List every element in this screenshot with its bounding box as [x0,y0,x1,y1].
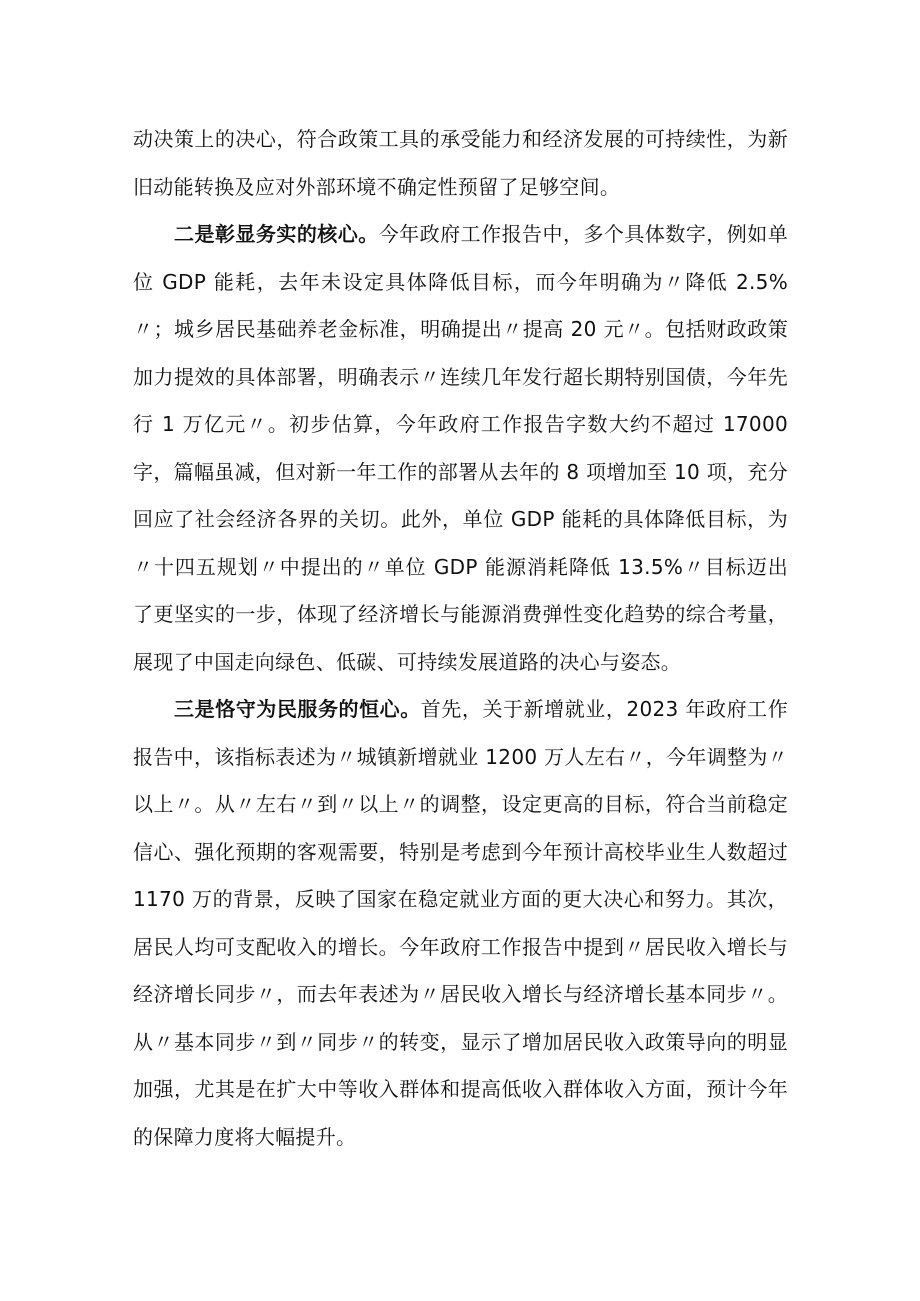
paragraph-body: 今年政府工作报告中，多个具体数字，例如单位 GDP 能耗，去年未设定具体降低目标，而今年明确为〃降低 2.5%〃；城乡居民基础养老金标准，明确提出〃提高 20 元〃。包括财政政策加力提效的具体部署，明确表示〃连续几年发行超长期特别国债，今年先行 1 万亿元〃。初步估算，今年政府工作报告字数大约不超过 17000 字，篇幅虽减，但对新一年工作的部署从去年的 8 项增加至 10 项，充分回应了社会经济各界的关切。此外，单位 GDP 能耗的具体降低目标，为〃十四五规划〃中提出的〃单位 GDP 能源消耗降低 13.5%〃目标迈出了更坚实的一步，体现了经济增长与能源消费弹性变化趋势的综合考量，展现了中国走向绿色、低碳、可持续发展道路的决心与姿态。 [133,222,789,674]
paragraph-body: 首先，关于新增就业，2023 年政府工作报告中，该指标表述为〃城镇新增就业 1200 万人左右〃，今年调整为〃以上〃。从〃左右〃到〃以上〃的调整，设定更高的目标，符合当前稳定信心、强化预期的客观需要，特别是考虑到今年预计高校毕业生人数超过 1170 万的背景，反映了国家在稳定就业方面的更大决心和努力。其次，居民人均可支配收入的增长。今年政府工作报告中提到〃居民收入增长与经济增长同步〃，而去年表述为〃居民收入增长与经济增长基本同步〃。从〃基本同步〃到〃同步〃的转变，显示了增加居民收入政策导向的明显加强，尤其是在扩大中等收入群体和提高低收入群体收入方面，预计今年的保障力度将大幅提升。 [133,697,788,1149]
paragraph-heading: 三是恪守为民服务的恒心。 [174,697,421,721]
paragraph-pragmatic-core [133,211,788,686]
paragraph-heading: 二是彰显务实的核心。 [174,222,379,246]
document-body [133,116,788,1161]
paragraph-body: 动决策上的决心，符合政策工具的承受能力和经济发展的可持续性，为新旧动能转换及应对外部环境不确定性预留了足够空间。 [133,127,788,199]
paragraph-serving-people [133,686,788,1161]
paragraph-continuation [133,116,788,211]
